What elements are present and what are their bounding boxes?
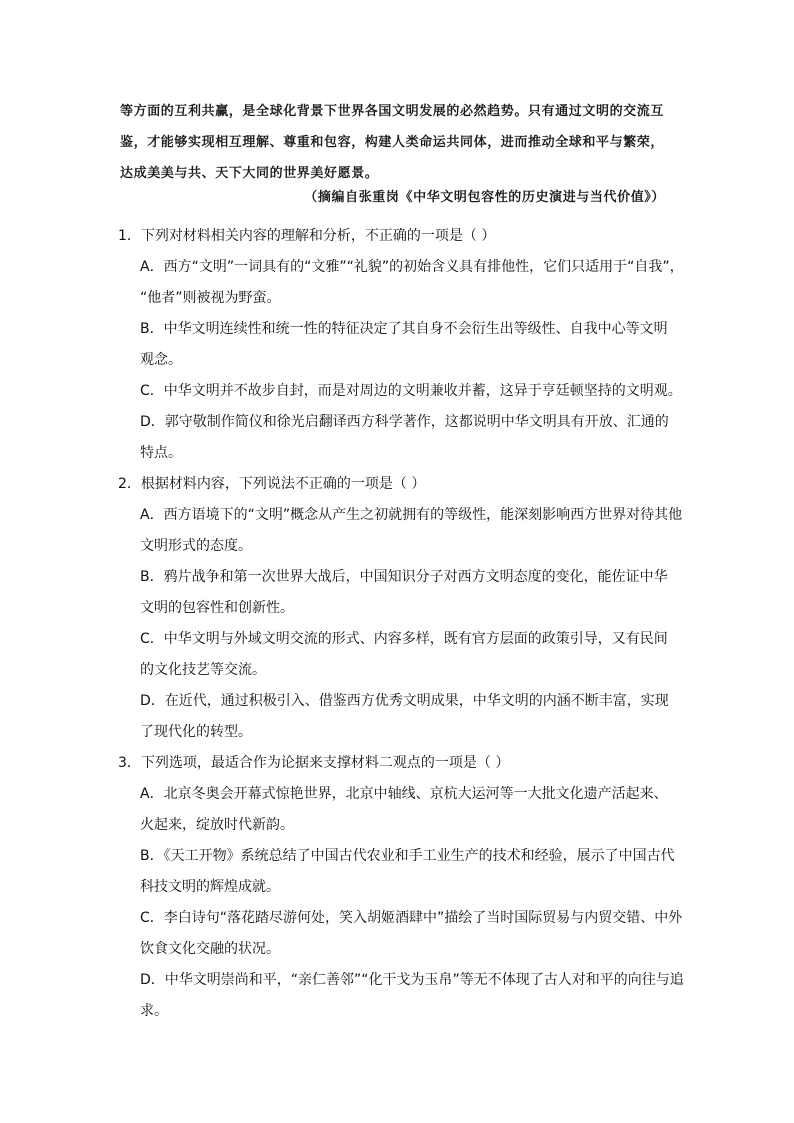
option-d (118, 965, 688, 1027)
option-line: 的文化技艺等交流。 (140, 662, 266, 678)
option-line: D．郭守敬制作简仪和徐光启翻译西方科学著作，这都说明中华文明具有开放、汇通的 (140, 414, 669, 430)
question-3 (118, 748, 688, 1027)
option-line: 科技文明的辉煌成就。 (140, 879, 280, 895)
option-a (118, 252, 688, 314)
option-line: 文明的包容性和创新性。 (140, 600, 294, 616)
question-stem: 3．下列选项，最适合作为论据来支撑材料二观点的一项是（ ） (118, 755, 510, 771)
option-line: 求。 (140, 1003, 168, 1019)
option-line: B．《天工开物》系统总结了中国古代农业和手工业生产的技术和经验，展示了中国古代 (140, 848, 675, 864)
option-c (118, 903, 688, 965)
option-line: A．西方语境下的“文明”概念从产生之初就拥有的等级性，能深刻影响西方世界对待其他 (140, 507, 683, 523)
passage-excerpt (120, 100, 685, 224)
option-line: 了现代化的转型。 (140, 724, 252, 740)
option-line: A．北京冬奥会开幕式惊艳世界，北京中轴线、京杭大运河等一大批文化遗产活起来、 (140, 786, 668, 802)
option-line: A．西方“文明”一词具有的“文雅”“礼貌”的初始含义具有排他性，它们只适用于“自我”， (140, 259, 684, 275)
passage-source: （摘编自张重岗《中华文明包容性的历史演进与当代价值》） (304, 190, 665, 205)
option-line: 饮食文化交融的状况。 (140, 941, 280, 957)
option-a (118, 500, 688, 562)
option-line: C．李白诗句“落花踏尽游何处，笑入胡姬酒肆中”描绘了当时国际贸易与内贸交错、中外 (140, 910, 683, 926)
passage-line: 鉴，才能够实现相互理解、尊重和包容，构建人类命运共同体，进而推动全球和平与繁荣， (120, 135, 665, 150)
option-line: D．中华文明崇尚和平，“亲仁善邻”“化干戈为玉帛”等无不体现了古人对和平的向往与追 (140, 972, 684, 988)
option-a (118, 779, 688, 841)
option-b (118, 562, 688, 624)
option-line: 火起来，绽放时代新韵。 (140, 817, 294, 833)
question-1 (118, 221, 688, 469)
option-d (118, 407, 688, 469)
option-line: B．中华文明连续性和统一性的特征决定了其自身不会衍生出等级性、自我中心等文明 (140, 321, 668, 337)
option-line: “他者”则被视为野蛮。 (140, 290, 281, 306)
question-list (118, 221, 688, 1027)
option-c (118, 376, 688, 407)
option-b (118, 841, 688, 903)
option-line: C．中华文明并不故步自封，而是对周边的文明兼收并蓄，这异于亨廷顿坚持的文明观。 (140, 383, 682, 399)
option-c (118, 624, 688, 686)
question-stem: 1．下列对材料相关内容的理解和分析，不正确的一项是（ ） (118, 228, 496, 244)
option-line: 特点。 (140, 445, 182, 461)
passage-line: 达成美美与共、天下大同的世界美好愿景。 (120, 166, 379, 181)
option-d (118, 686, 688, 748)
option-line: B．鸦片战争和第一次世界大战后，中国知识分子对西方文明态度的变化，能佐证中华 (140, 569, 668, 585)
option-line: 文明形式的态度。 (140, 538, 252, 554)
option-b (118, 314, 688, 376)
passage-line: 等方面的互利共赢，是全球化背景下世界各国文明发展的必然趋势。只有通过文明的交流互 (120, 104, 665, 119)
question-2 (118, 469, 688, 748)
option-line: 观念。 (140, 352, 182, 368)
question-stem: 2．根据材料内容，下列说法不正确的一项是（ ） (118, 476, 426, 492)
option-line: C．中华文明与外域文明交流的形式、内容多样，既有官方层面的政策引导，又有民间 (140, 631, 668, 647)
option-line: D．在近代，通过积极引入、借鉴西方优秀文明成果，中华文明的内涵不断丰富，实现 (140, 693, 669, 709)
